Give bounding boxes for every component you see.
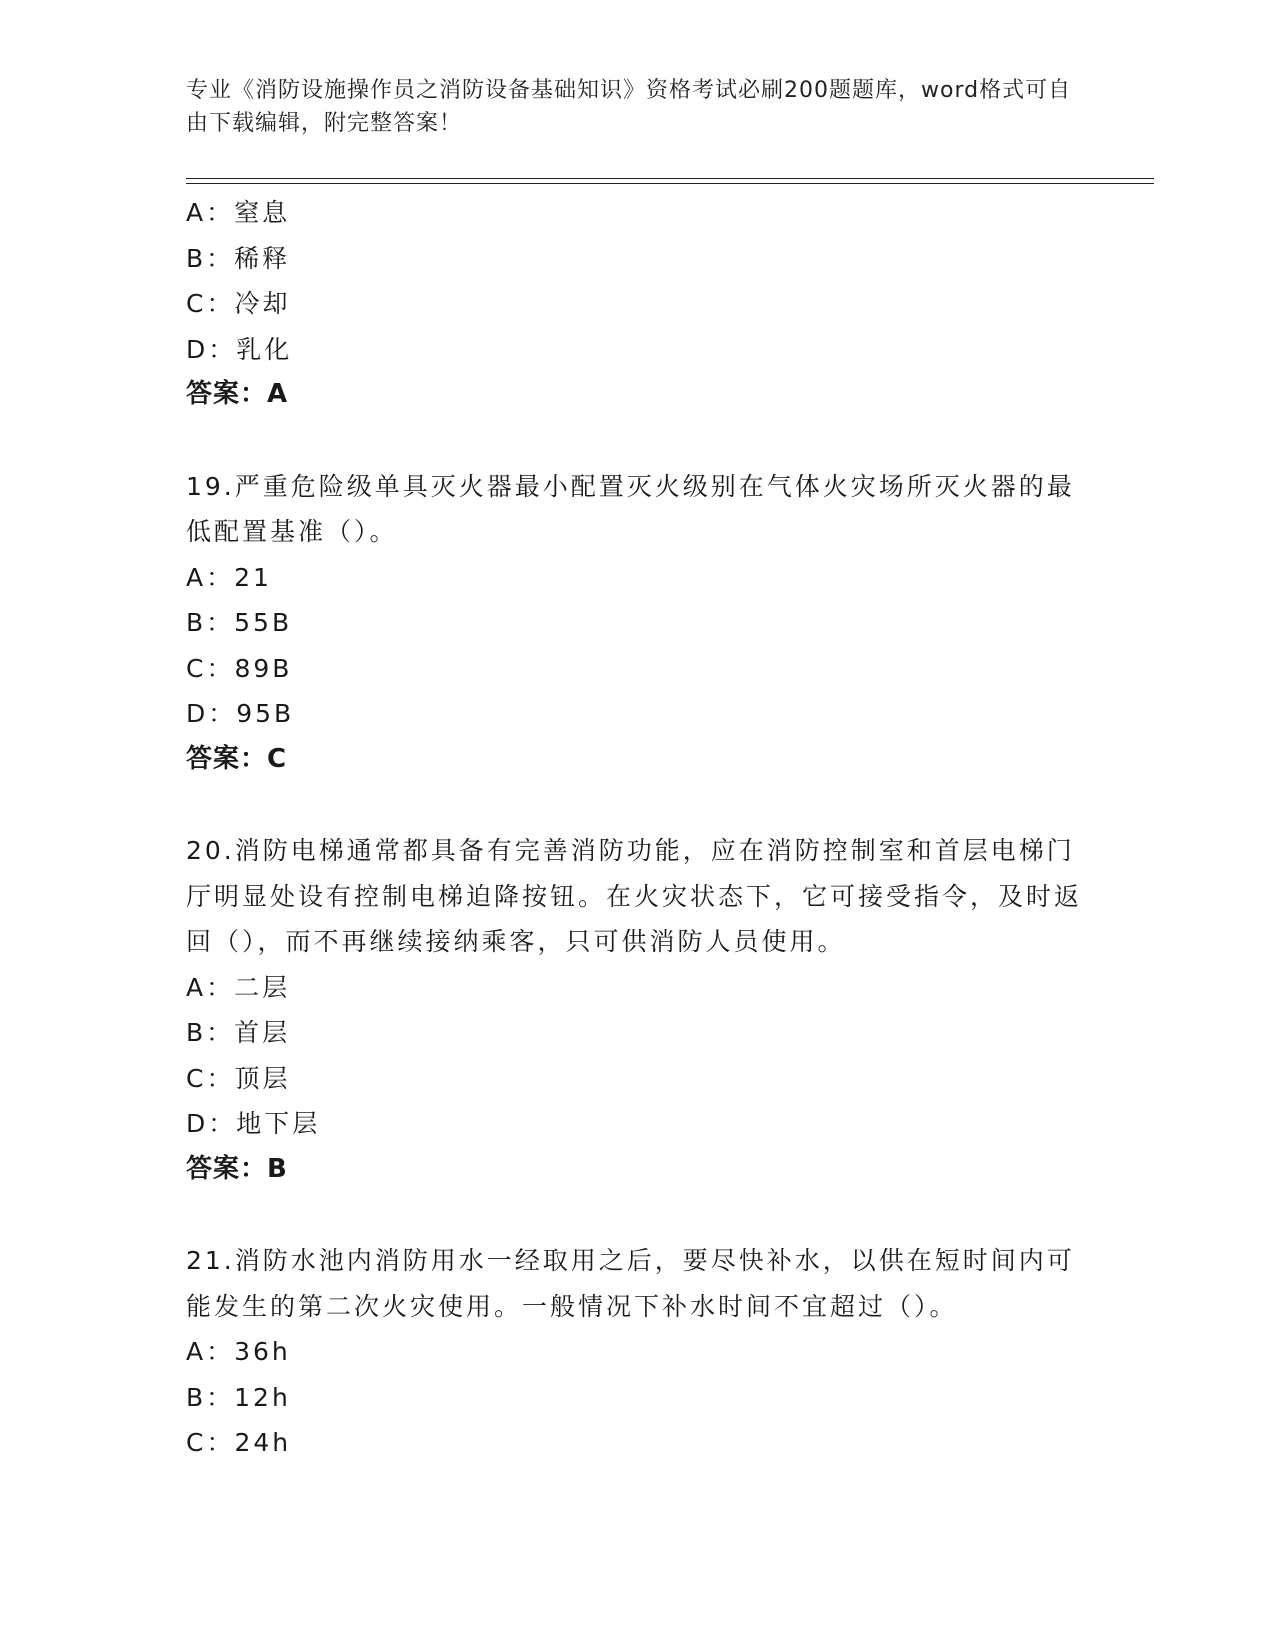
option-a: A：二层 <box>186 972 291 1002</box>
option-d: D：地下层 <box>186 1109 321 1138</box>
option-a: A：窒息 <box>186 198 291 227</box>
answer: 答案：C <box>186 743 288 774</box>
option-c: C：89B <box>186 653 293 683</box>
option-b: B：首层 <box>186 1018 291 1047</box>
option-c: C：冷却 <box>186 289 291 318</box>
answer: 答案：A <box>186 379 289 409</box>
option-a: A：21 <box>186 562 272 592</box>
question-19 <box>186 464 1086 783</box>
question-stem: 19.严重危险级单具灭火器最小配置灭火级别在气体火灾场所灭火器的最低配置基准（）。 <box>186 471 1075 546</box>
header-rule-top <box>186 178 1154 179</box>
question-20 <box>186 828 1086 1192</box>
question-21 <box>186 1238 1086 1466</box>
spacer <box>186 782 1086 828</box>
option-b: B：稀释 <box>186 243 291 273</box>
option-c: C：顶层 <box>186 1063 291 1093</box>
option-b: B：55B <box>186 608 293 637</box>
option-d: D：乳化 <box>186 334 293 364</box>
page-header: 专业《消防设施操作员之消防设备基础知识》资格考试必刷200题题库，word格式可自由下载编辑，附完整答案！ <box>186 78 1072 136</box>
question-18 <box>186 190 1086 418</box>
spacer <box>186 418 1086 464</box>
option-d: D：95B <box>186 699 295 728</box>
header-rule-bottom <box>186 183 1154 184</box>
question-list <box>186 190 1086 1466</box>
answer: 答案：B <box>186 1153 288 1184</box>
question-stem: 21.消防水池内消防用水一经取用之后，要尽快补水，以供在短时间内可能发生的第二次火灾使用。一般情况下补水时间不宜超过（）。 <box>186 1246 1075 1321</box>
option-b: B：12h <box>186 1382 291 1412</box>
spacer <box>186 1192 1086 1238</box>
option-c: C：24h <box>186 1428 292 1457</box>
question-stem: 20.消防电梯通常都具备有完善消防功能，应在消防控制室和首层电梯门厅明显处设有控制电梯迫降按钮。在火灾状态下，它可接受指令，及时返回（），而不再继续接纳乘客，只可供消防人员使用。 <box>186 836 1083 956</box>
option-a: A：36h <box>186 1337 291 1366</box>
